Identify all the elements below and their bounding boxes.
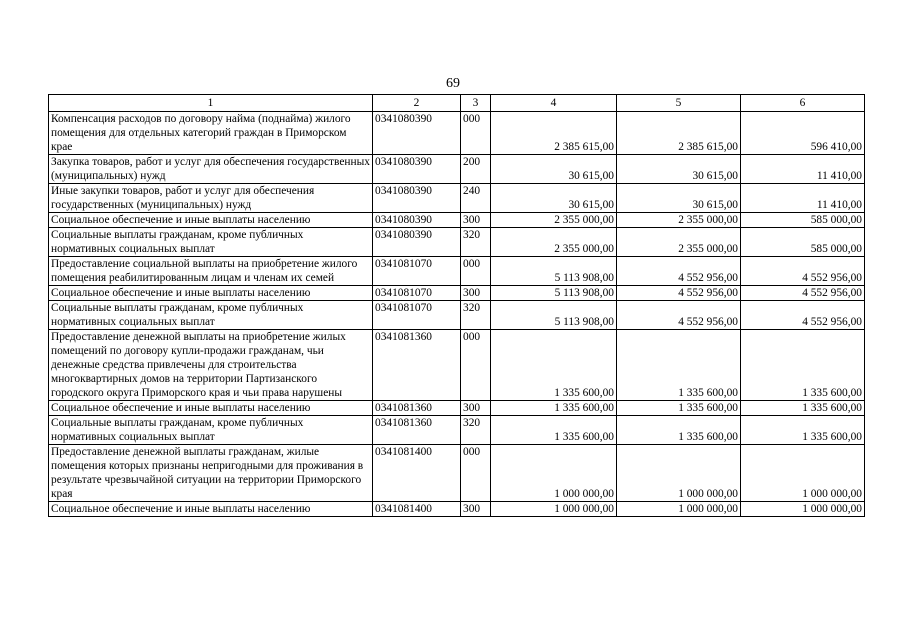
row-value-col4: 2 355 000,00 xyxy=(491,228,617,257)
row-value-col6: 596 410,00 xyxy=(741,112,865,155)
row-value-col6: 11 410,00 xyxy=(741,184,865,213)
row-value-col5: 4 552 956,00 xyxy=(617,257,741,286)
row-name: Социальное обеспечение и иные выплаты населению xyxy=(49,213,373,228)
row-expense-type: 000 xyxy=(461,257,491,286)
row-value-col6: 585 000,00 xyxy=(741,228,865,257)
row-value-col4: 2 385 615,00 xyxy=(491,112,617,155)
row-value-col5: 30 615,00 xyxy=(617,155,741,184)
row-code: 0341081070 xyxy=(373,301,461,330)
row-name: Социальное обеспечение и иные выплаты населению xyxy=(49,502,373,517)
row-expense-type: 000 xyxy=(461,112,491,155)
row-value-col6: 1 000 000,00 xyxy=(741,502,865,517)
row-name: Социальное обеспечение и иные выплаты населению xyxy=(49,286,373,301)
row-value-col5: 2 355 000,00 xyxy=(617,228,741,257)
row-value-col4: 1 000 000,00 xyxy=(491,502,617,517)
row-code: 0341081400 xyxy=(373,502,461,517)
row-value-col4: 30 615,00 xyxy=(491,155,617,184)
row-value-col4: 5 113 908,00 xyxy=(491,257,617,286)
table-row xyxy=(49,286,865,301)
row-expense-type: 320 xyxy=(461,416,491,445)
row-value-col6: 4 552 956,00 xyxy=(741,301,865,330)
table-row xyxy=(49,502,865,517)
row-value-col6: 585 000,00 xyxy=(741,213,865,228)
row-code: 0341080390 xyxy=(373,228,461,257)
column-header-3: 3 xyxy=(461,95,491,112)
row-name: Социальное обеспечение и иные выплаты населению xyxy=(49,401,373,416)
table-row xyxy=(49,401,865,416)
row-value-col4: 5 113 908,00 xyxy=(491,301,617,330)
row-name: Предоставление денежной выплаты гражданам, жилые помещения которых признаны непригодными для проживания в результате чрезвычайной ситуации на территории Приморского края xyxy=(49,445,373,502)
row-value-col4: 30 615,00 xyxy=(491,184,617,213)
row-value-col5: 4 552 956,00 xyxy=(617,301,741,330)
row-value-col6: 1 335 600,00 xyxy=(741,330,865,401)
row-expense-type: 200 xyxy=(461,155,491,184)
column-header-2: 2 xyxy=(373,95,461,112)
row-value-col6: 4 552 956,00 xyxy=(741,257,865,286)
row-name: Социальные выплаты гражданам, кроме публичных нормативных социальных выплат xyxy=(49,301,373,330)
row-expense-type: 300 xyxy=(461,502,491,517)
row-value-col5: 1 000 000,00 xyxy=(617,502,741,517)
row-name: Компенсация расходов по договору найма (поднайма) жилого помещения для отдельных категорий граждан в Приморском крае xyxy=(49,112,373,155)
page-number: 69 xyxy=(446,76,460,91)
table-row xyxy=(49,112,865,155)
column-header-4: 4 xyxy=(491,95,617,112)
row-expense-type: 320 xyxy=(461,301,491,330)
row-expense-type: 000 xyxy=(461,330,491,401)
row-name: Социальные выплаты гражданам, кроме публичных нормативных социальных выплат xyxy=(49,416,373,445)
table-row xyxy=(49,155,865,184)
column-header-5: 5 xyxy=(617,95,741,112)
row-value-col6: 4 552 956,00 xyxy=(741,286,865,301)
budget-table xyxy=(48,94,865,517)
row-code: 0341081400 xyxy=(373,445,461,502)
row-name: Предоставление денежной выплаты на приобретение жилых помещений по договору купли-продажи гражданам, чьи денежные средства привлечены для строительства многоквартирных домов на территории Партизанского городского округа Приморского края и чьи права нарушены xyxy=(49,330,373,401)
row-value-col5: 2 355 000,00 xyxy=(617,213,741,228)
row-value-col6: 1 335 600,00 xyxy=(741,416,865,445)
table-row xyxy=(49,330,865,401)
table-row xyxy=(49,213,865,228)
row-value-col4: 2 355 000,00 xyxy=(491,213,617,228)
row-value-col5: 2 385 615,00 xyxy=(617,112,741,155)
row-code: 0341081360 xyxy=(373,401,461,416)
row-expense-type: 300 xyxy=(461,213,491,228)
row-expense-type: 240 xyxy=(461,184,491,213)
row-value-col4: 5 113 908,00 xyxy=(491,286,617,301)
row-name: Предоставление социальной выплаты на приобретение жилого помещения реабилитированным лицам и членам их семей xyxy=(49,257,373,286)
row-value-col5: 30 615,00 xyxy=(617,184,741,213)
row-value-col5: 1 000 000,00 xyxy=(617,445,741,502)
row-value-col6: 11 410,00 xyxy=(741,155,865,184)
row-name: Иные закупки товаров, работ и услуг для обеспечения государственных (муниципальных) нужд xyxy=(49,184,373,213)
row-expense-type: 000 xyxy=(461,445,491,502)
row-expense-type: 300 xyxy=(461,401,491,416)
table-row xyxy=(49,445,865,502)
row-value-col6: 1 000 000,00 xyxy=(741,445,865,502)
row-value-col4: 1 000 000,00 xyxy=(491,445,617,502)
column-header-1: 1 xyxy=(49,95,373,112)
table-header-row xyxy=(49,95,865,112)
table-row xyxy=(49,416,865,445)
row-name: Социальные выплаты гражданам, кроме публичных нормативных социальных выплат xyxy=(49,228,373,257)
row-value-col4: 1 335 600,00 xyxy=(491,330,617,401)
row-code: 0341081360 xyxy=(373,330,461,401)
row-code: 0341080390 xyxy=(373,155,461,184)
row-value-col5: 1 335 600,00 xyxy=(617,401,741,416)
row-expense-type: 320 xyxy=(461,228,491,257)
column-header-6: 6 xyxy=(741,95,865,112)
row-code: 0341081070 xyxy=(373,286,461,301)
row-code: 0341081070 xyxy=(373,257,461,286)
row-value-col5: 1 335 600,00 xyxy=(617,416,741,445)
row-code: 0341080390 xyxy=(373,112,461,155)
row-value-col6: 1 335 600,00 xyxy=(741,401,865,416)
table-row xyxy=(49,184,865,213)
row-expense-type: 300 xyxy=(461,286,491,301)
row-value-col4: 1 335 600,00 xyxy=(491,401,617,416)
table-row xyxy=(49,257,865,286)
row-code: 0341080390 xyxy=(373,184,461,213)
table-row xyxy=(49,301,865,330)
row-value-col4: 1 335 600,00 xyxy=(491,416,617,445)
row-value-col5: 4 552 956,00 xyxy=(617,286,741,301)
row-code: 0341080390 xyxy=(373,213,461,228)
row-name: Закупка товаров, работ и услуг для обеспечения государственных (муниципальных) нужд xyxy=(49,155,373,184)
row-value-col5: 1 335 600,00 xyxy=(617,330,741,401)
row-code: 0341081360 xyxy=(373,416,461,445)
table-row xyxy=(49,228,865,257)
